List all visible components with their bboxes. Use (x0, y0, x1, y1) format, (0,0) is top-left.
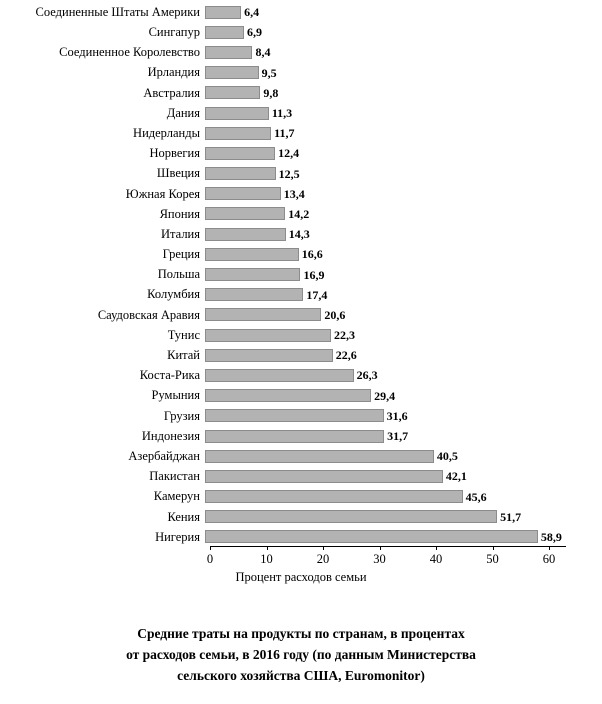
bar-value-label: 29,4 (374, 388, 396, 403)
category-label: Румыния (151, 388, 200, 403)
category-label: Коста-Рика (139, 368, 200, 383)
bar-container (205, 406, 602, 426)
bar-container (205, 83, 602, 103)
bar (205, 46, 252, 59)
bar-value-label: 17,4 (306, 287, 328, 302)
bar-container (205, 103, 602, 123)
bar-container (205, 365, 602, 385)
bar-value-label: 13,4 (283, 186, 305, 201)
chart-bar-row (0, 527, 602, 547)
chart-bar-row (0, 224, 602, 244)
category-label: Индонезия (141, 428, 200, 443)
category-label: Япония (159, 206, 200, 221)
bar (205, 329, 331, 342)
bar (205, 248, 299, 261)
bar-value-label: 26,3 (356, 368, 378, 383)
bar-container (205, 2, 602, 22)
bar-value-label: 8,4 (255, 45, 271, 60)
category-label: Нигерия (155, 529, 200, 544)
bar-value-label: 42,1 (445, 469, 467, 484)
x-axis-tick-label: 30 (373, 552, 386, 566)
bar-container (205, 527, 602, 547)
chart-bar-row (0, 244, 602, 264)
chart-bar-row (0, 285, 602, 305)
bar-value-label: 22,3 (334, 328, 355, 343)
bar (205, 409, 384, 422)
category-label: Соединенное Королевство (59, 45, 200, 60)
bar-container (205, 386, 602, 406)
x-axis-line (210, 546, 566, 547)
x-axis-tick (380, 546, 381, 550)
bar-value-label: 31,7 (387, 429, 409, 444)
bar-value-label: 45,6 (465, 489, 487, 504)
bar-container (205, 264, 602, 284)
bar (205, 490, 463, 503)
category-label: Польша (157, 267, 200, 282)
chart-bar-row (0, 426, 602, 446)
bar-value-label: 11,7 (274, 126, 295, 141)
chart-bar-row (0, 164, 602, 184)
category-label: Камерун (153, 489, 200, 504)
bar (205, 26, 244, 39)
bar-container (205, 466, 602, 486)
category-label: Грузия (163, 408, 200, 423)
category-label: Кения (167, 509, 200, 524)
category-label: Норвегия (149, 146, 200, 161)
category-label: Саудовская Аравия (97, 307, 200, 322)
chart-bar-row (0, 184, 602, 204)
bar-container (205, 426, 602, 446)
bar-container (205, 446, 602, 466)
category-label: Ирландия (147, 65, 200, 80)
chart-bar-row (0, 204, 602, 224)
bar-container (205, 123, 602, 143)
bar-value-label: 20,6 (324, 307, 346, 322)
bar (205, 369, 354, 382)
bar-container (205, 22, 602, 42)
bar-container (205, 63, 602, 83)
bar-container (205, 305, 602, 325)
caption-line: Средние траты на продукты по странам, в процентах (137, 626, 465, 641)
bar-value-label: 14,3 (288, 227, 310, 242)
bar-value-label: 16,6 (301, 247, 323, 262)
x-axis-tick (267, 546, 268, 550)
x-axis (206, 546, 590, 566)
bar-container (205, 224, 602, 244)
category-label: Колумбия (147, 287, 200, 302)
chart-bar-row (0, 143, 602, 163)
bar-container (205, 507, 602, 527)
bar-container (205, 143, 602, 163)
category-label: Греция (162, 247, 200, 262)
chart-bar-row (0, 466, 602, 486)
bar (205, 66, 259, 79)
bar-value-label: 12,4 (278, 146, 300, 161)
x-axis-tick (323, 546, 324, 550)
bar (205, 107, 269, 120)
bar-container (205, 244, 602, 264)
bar-value-label: 31,6 (386, 408, 408, 423)
chart-caption (0, 624, 602, 687)
chart-bar-row (0, 42, 602, 62)
chart-rows (0, 2, 602, 547)
bar (205, 389, 371, 402)
category-label: Италия (161, 226, 200, 241)
bar-container (205, 345, 602, 365)
bar (205, 308, 321, 321)
caption-line: сельского хозяйства США, Euromonitor) (177, 667, 425, 683)
category-label: Нидерланды (133, 125, 200, 140)
category-label: Пакистан (149, 469, 200, 484)
bar (205, 530, 538, 543)
bar-value-label: 40,5 (436, 449, 458, 464)
bar-container (205, 42, 602, 62)
chart-bar-row (0, 22, 602, 42)
bar (205, 288, 303, 301)
chart-bar-row (0, 123, 602, 143)
category-label: Соединенные Штаты Америки (35, 4, 200, 19)
bar-container (205, 164, 602, 184)
bar (205, 86, 260, 99)
category-label: Китай (167, 348, 200, 363)
category-label: Тунис (167, 327, 200, 342)
chart-bar-row (0, 365, 602, 385)
chart-bar-row (0, 386, 602, 406)
bar-value-label: 12,5 (278, 166, 300, 181)
bar-value-label: 9,8 (263, 85, 279, 100)
bar-container (205, 325, 602, 345)
bar-container (205, 204, 602, 224)
bar-value-label: 6,9 (246, 25, 262, 40)
x-axis-tick (549, 546, 550, 550)
chart-bar-row (0, 305, 602, 325)
category-label: Австралия (143, 85, 200, 100)
bar (205, 6, 241, 19)
x-axis-tick (493, 546, 494, 550)
category-label: Южная Корея (125, 186, 200, 201)
x-axis-tick-label: 10 (260, 552, 273, 566)
bar (205, 450, 434, 463)
bar-value-label: 11,3 (271, 106, 293, 121)
chart-bar-row (0, 507, 602, 527)
chart-bar-row (0, 103, 602, 123)
chart-bar-row (0, 2, 602, 22)
bar-value-label: 14,2 (288, 206, 310, 221)
chart-bar-row (0, 345, 602, 365)
bar (205, 228, 286, 241)
chart-bar-row (0, 446, 602, 466)
bar-container (205, 184, 602, 204)
bar (205, 187, 281, 200)
bar (205, 510, 497, 523)
bar-value-label: 58,9 (540, 529, 562, 544)
category-label: Дания (166, 105, 200, 120)
bar (205, 470, 443, 483)
bar (205, 127, 271, 140)
chart-bar-row (0, 406, 602, 426)
category-label: Азербайджан (128, 448, 200, 463)
chart-bar-row (0, 63, 602, 83)
x-axis-tick (210, 546, 211, 550)
chart-bar-row (0, 83, 602, 103)
x-axis-tick-label: 0 (206, 552, 214, 566)
x-axis-tick-label: 20 (316, 552, 330, 566)
bar (205, 268, 300, 281)
chart-bar-row (0, 325, 602, 345)
bar-value-label: 16,9 (303, 267, 325, 282)
bar-container (205, 487, 602, 507)
x-axis-tick-label: 50 (486, 552, 499, 566)
bar-value-label: 6,4 (244, 5, 260, 20)
chart-bar-row (0, 487, 602, 507)
x-axis-label: Процент расходов семьи (235, 570, 367, 584)
category-label: Швеция (156, 166, 200, 181)
bar-value-label: 51,7 (500, 509, 522, 524)
x-axis-tick-label: 40 (429, 552, 443, 566)
bar-value-label: 9,5 (261, 65, 277, 80)
bar-value-label: 22,6 (335, 348, 357, 363)
caption-line: от расходов семьи, в 2016 году (по данным Министерства (126, 646, 476, 662)
bar (205, 430, 384, 443)
bar (205, 167, 276, 180)
bar-container (205, 285, 602, 305)
x-axis-tick-label: 60 (542, 552, 556, 566)
x-axis-tick (436, 546, 437, 550)
chart-bar-row (0, 264, 602, 284)
bar (205, 147, 275, 160)
bar (205, 207, 285, 220)
category-label: Сингапур (148, 25, 200, 40)
bar (205, 349, 333, 362)
